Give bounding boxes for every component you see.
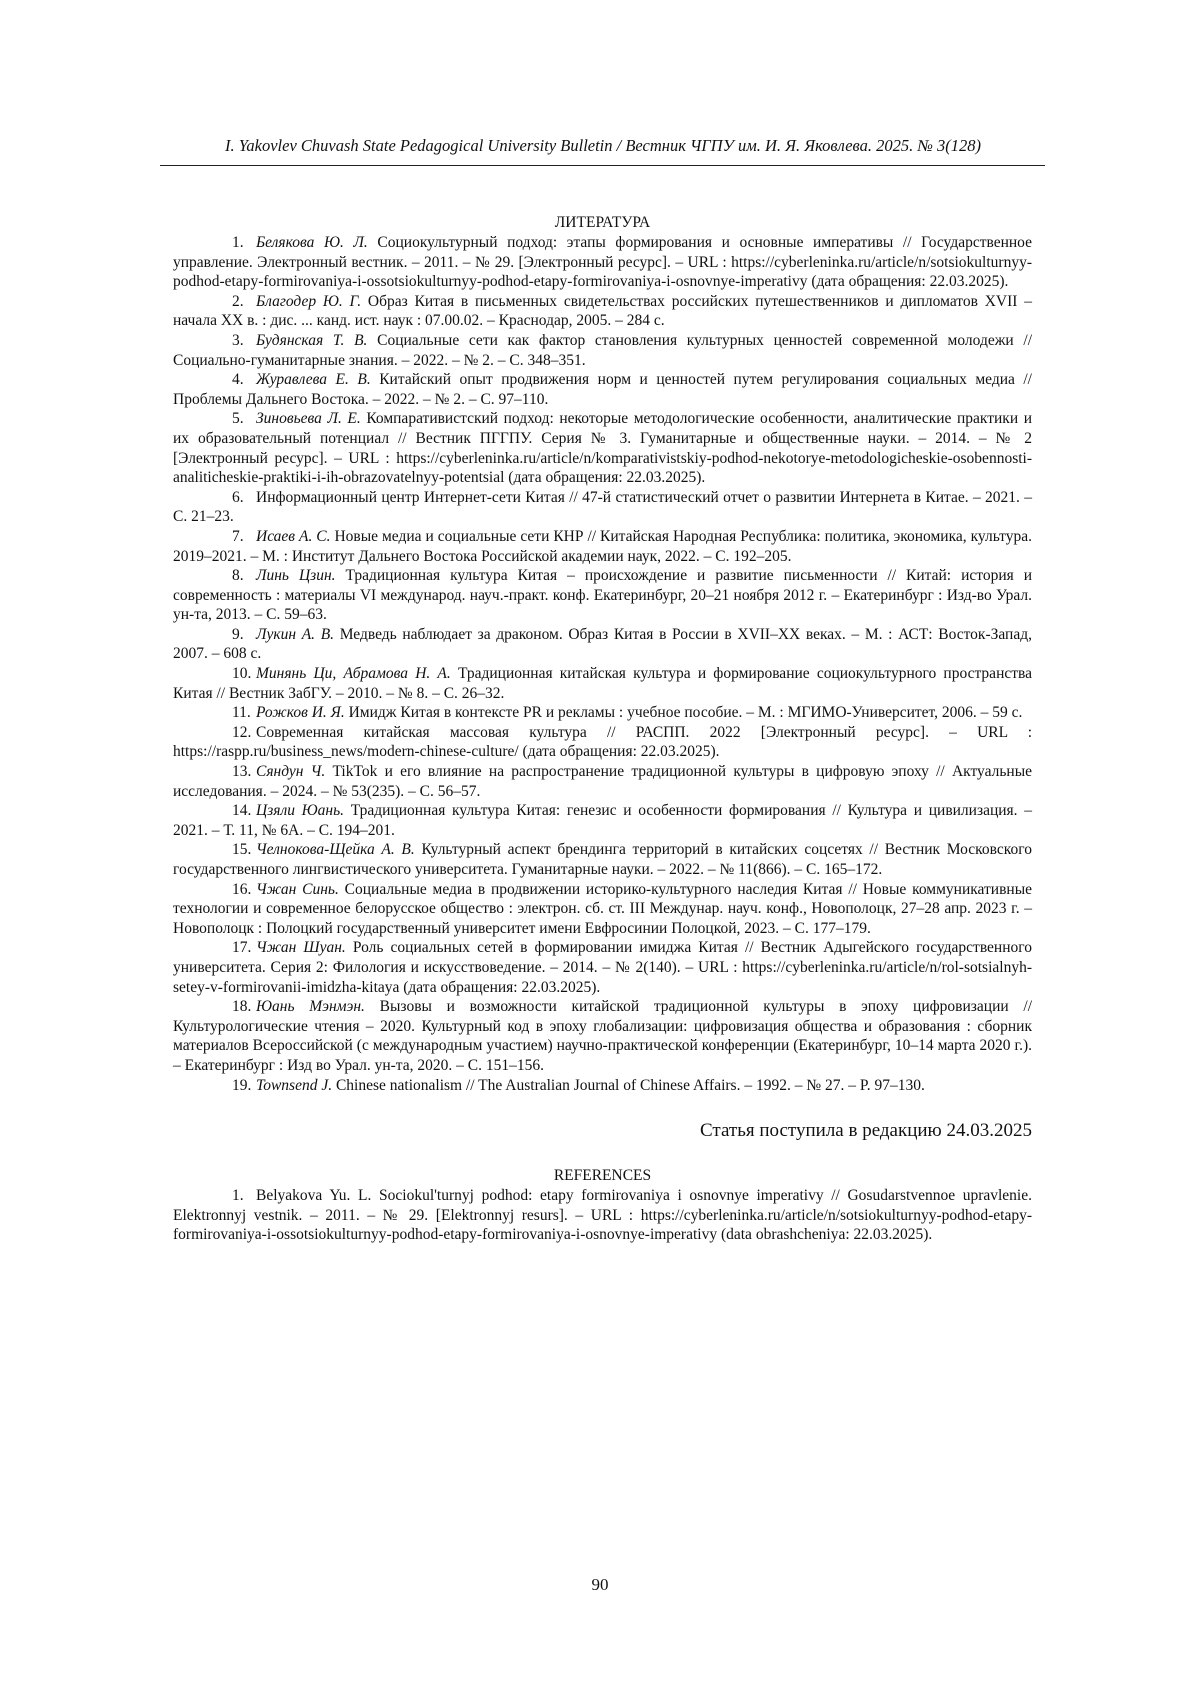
reference-number: 4. (232, 371, 244, 389)
reference-item (173, 840, 1032, 879)
reference-text: Новые медиа и социальные сети КНР // Китайская Народная Республика: политика, экономика, культура. 2019–2021. – М. : Институт Дальнего Востока Российской академии наук, 2022. – С. 192–205. (173, 527, 1032, 565)
reference-number: 7. (232, 527, 244, 545)
literature-title: ЛИТЕРАТУРА (554, 214, 651, 231)
reference-text: Культурный аспект брендинга территорий в китайских соцсетях // Вестник Московского государственного лингвистического университета. Гуманитарные науки. – 2022. – № 11(866). – С. 165–172. (173, 841, 1032, 878)
reference-number: 6. (232, 488, 244, 506)
reference-author: Белякова Ю. Л. (256, 234, 368, 251)
reference-text: Современная китайская массовая культура // РАСПП. 2022 [Электронный ресурс]. – URL : https://raspp.ru/business_news/modern-chinese-culture/ (дата обращения: 22.03.2025). (173, 723, 1032, 761)
reference-author: Юань Мэнмэн. (256, 998, 365, 1016)
page-content (173, 213, 1032, 1245)
reference-text: Китайский опыт продвижения норм и ценностей путем регулирования социальных медиа // Проблемы Дальнего Востока. – 2022. – № 2. – С. 97–110. (173, 371, 1032, 408)
reference-number: 15. (232, 841, 252, 859)
reference-author: Линь Цзин. (256, 567, 336, 585)
reference-author: Чжан Шуан. (256, 939, 346, 957)
reference-number: 10. (232, 665, 252, 683)
reference-text: Вызовы и возможности китайской традиционной культуры в эпоху цифровизации // Культурологические чтения – 2020. Культурный код в эпоху глобализации: цифровизация общества и образования : сборник материалов Всероссийской (с международным участием) научно-практической конференции (Екатеринбург, 10–14 марта 2020 г.). – Екатеринбург : Изд во Урал. ун-та, 2020. – С. 151–156. (173, 998, 1033, 1074)
reference-author: Журавлева Е. В. (256, 371, 371, 389)
reference-author: Зиновьева Л. Е. (256, 410, 361, 428)
reference-item (173, 762, 1032, 801)
reference-item (173, 664, 1032, 703)
reference-text: Медведь наблюдает за драконом. Образ Китая в России в XVII–XX веках. – М. : АСТ: Восток-Запад, 2007. – 608 с. (173, 625, 1032, 663)
reference-text: Социальные медиа в продвижении историко-культурного наследия Китая // Новые коммуникативные технологии и современное белорусское общество : электрон. сб. ст. III Междунар. науч. конф., Новополоцк, 27–28 апр. 2023 г. – Новополоцк : Полоцкий государственный университет имени Евфросинии Полоцкой, 2023. – С. 177–179. (173, 880, 1032, 937)
reference-item (173, 880, 1032, 939)
reference-author: Минянь Ци, Абрамова Н. А. (256, 665, 451, 683)
reference-number: 2. (232, 292, 244, 310)
reference-number: 3. (232, 331, 244, 349)
reference-item (173, 625, 1032, 664)
reference-number: 16. (232, 880, 252, 898)
reference-item (173, 331, 1032, 370)
reference-number: 17. (232, 939, 252, 957)
reference-number: 18. (232, 998, 252, 1016)
references-list (173, 1186, 1032, 1245)
reference-author: Чжан Синь. (256, 880, 339, 898)
reference-text: Belyakova Yu. L. Sociokul'turnyj podhod: etapy formirovaniya i osnovnye imperativy // Gosudarstvennoe upravlenie. Elektronnyj vestnik. – 2011. – № 29. [Elektronnyj resurs]. – URL : https://cyberleninka.ru/article/n/sotsiokulturnyy-podhod-etapy-formirovaniya-i-ossotsiokulturnyy-podhod-etapy-formirovaniya-i-osnovnye-imperativy (data obrashcheniya: 22.03.2025). (173, 1187, 1032, 1244)
reference-number: 1. (232, 234, 244, 251)
reference-item (173, 997, 1032, 1075)
reference-text: Традиционная культура Китая: генезис и особенности формирования // Культура и цивилизация. – 2021. – Т. 11, № 6А. – С. 194–201. (173, 802, 1033, 839)
reference-text: Социальные сети как фактор становления культурных ценностей современной молодежи // Социально-гуманитарные знания. – 2022. – № 2. – С. 348–351. (173, 331, 1033, 369)
running-header: I. Yakovlev Chuvash State Pedagogical University Bulletin / Вестник ЧГПУ им. И. Я. Яковлева. 2025. № 3(128) (225, 136, 981, 155)
reference-author: Благодер Ю. Г. (256, 292, 362, 310)
reference-item (173, 566, 1032, 625)
literature-list (173, 233, 1032, 1095)
reference-number: 13. (232, 763, 252, 781)
reference-item (173, 1076, 1032, 1096)
reference-number: 1. (232, 1187, 244, 1205)
reference-number: 5. (232, 410, 244, 428)
received-date-note: Статья поступила в редакцию 24.03.2025 (700, 1120, 1032, 1142)
reference-text: Компаративистский подход: некоторые методологические особенности, аналитические практики и их образовательный потенциал // Вестник ПГГПУ. Серия № 3. Гуманитарные и общественные науки. – 2014. – № 2 [Электронный ресурс]. – URL : https://cyberleninka.ru/article/n/komparativistskiy-podhod-nekotorye-metodologicheskie-osobennosti-analiticheskie-praktiki-i-ih-obrazovatelnyy-potentsial (дата обращения: 22.03.2025). (173, 410, 1032, 487)
reference-author: Сяндун Ч. (256, 763, 326, 781)
reference-item (173, 488, 1032, 527)
reference-item (173, 723, 1032, 762)
reference-author: Цзяли Юань. (256, 802, 345, 820)
reference-author: Исаев А. С. (256, 527, 331, 545)
reference-author: Рожков И. Я. (256, 704, 345, 722)
reference-item (173, 233, 1032, 292)
reference-text: Chinese nationalism // The Australian Journal of Chinese Affairs. – 1992. – № 27. – P. 97–130. (335, 1076, 925, 1094)
reference-text: Традиционная китайская культура и формирование социокультурного пространства Китая // Вестник ЗабГУ. – 2010. – № 8. – С. 26–32. (173, 665, 1033, 702)
reference-item (173, 938, 1032, 997)
reference-author: Будянская Т. В. (256, 331, 368, 349)
reference-item (173, 527, 1032, 566)
reference-item (173, 801, 1032, 840)
reference-item (173, 1186, 1032, 1245)
reference-number: 8. (232, 567, 244, 585)
reference-text: Имидж Китая в контексте PR и рекламы : учебное пособие. – М. : МГИМО-Университет, 2006. – 59 с. (348, 704, 1023, 722)
reference-item (173, 703, 1032, 723)
reference-number: 12. (232, 723, 252, 741)
reference-text: TikTok и его влияние на распространение традиционной культуры в цифровую эпоху // Актуальные исследования. – 2024. – № 53(235). – С. 56–57. (173, 763, 1032, 800)
reference-item (173, 292, 1032, 331)
reference-text: Социокультурный подход: этапы формирования и основные императивы // Государственное управление. Электронный вестник. – 2011. – № 29. [Электронный ресурс]. – URL : https://cyberleninka.ru/article/n/sotsiokulturnyy-podhod-etapy-formirovaniya-i-ossotsiokulturnyy-podhod-etapy-formirovaniya-i-osnovnye-imperativy (дата обращения: 22.03.2025). (173, 234, 1033, 291)
reference-item (173, 370, 1032, 409)
reference-number: 11. (232, 704, 251, 722)
reference-text: Роль социальных сетей в формировании имиджа Китая // Вестник Адыгейского государственного университета. Серия 2: Филология и искусствоведение. – 2014. – № 2(140). – URL : https://cyberleninka.ru/article/n/rol-sotsialnyh-setey-v-formirovanii-imidzha-kitaya (дата обращения: 22.03.2025). (173, 939, 1032, 996)
reference-text: Традиционная культура Китая – происхождение и развитие письменности // Китай: история и современность : материалы VI международ. науч.-практ. конф. Екатеринбург, 20–21 ноября 2012 г. – Екатеринбург : Изд-во Урал. ун-та, 2013. – С. 59–63. (173, 567, 1033, 624)
reference-text: Информационный центр Интернет-сети Китая // 47-й статистический отчет о развитии Интернета в Китае. – 2021. – С. 21–23. (173, 488, 1032, 526)
header-divider (160, 165, 1045, 166)
reference-author: Townsend J. (256, 1076, 333, 1094)
references-title: REFERENCES (553, 1167, 652, 1185)
reference-number: 19. (232, 1076, 252, 1094)
reference-author: Лукин А. В. (256, 625, 335, 643)
reference-item (173, 409, 1032, 487)
reference-text: Образ Китая в письменных свидетельствах российских путешественников и дипломатов XVII – начала XX в. : дис. ... канд. ист. наук : 07.00.02. – Краснодар, 2005. – 284 с. (173, 292, 1032, 330)
reference-number: 9. (232, 625, 244, 643)
reference-author: Челнокова-Щейка А. В. (256, 841, 415, 859)
reference-number: 14. (232, 802, 252, 820)
page-number: 90 (591, 1575, 609, 1594)
